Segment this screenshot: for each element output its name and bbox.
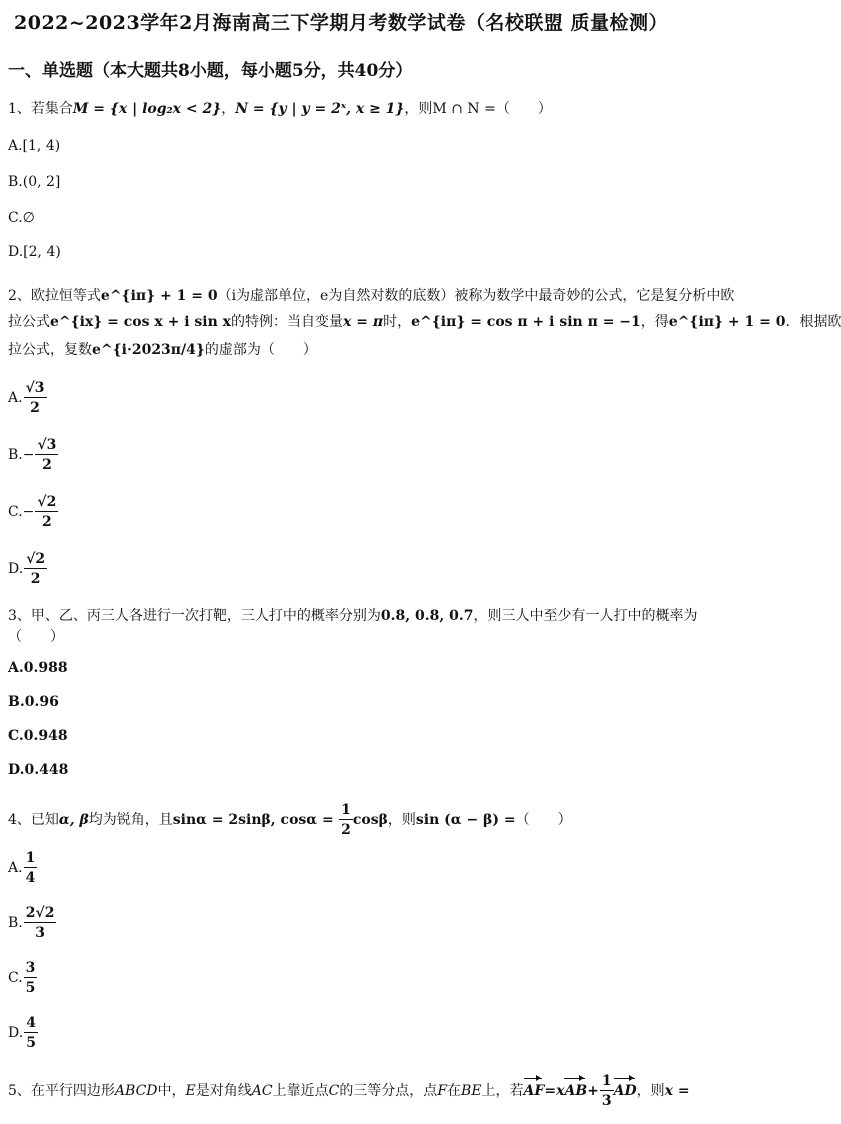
option-label: C.− [8,504,35,520]
q5-text: 的三等分点，点 [339,1083,438,1099]
q4-text: 均为锐角，且 [88,812,173,828]
q3-option-c: C.0.948 [8,728,68,744]
q5-var: BE [461,1083,482,1099]
option-label: D. [8,1025,24,1041]
q4-option-a [8,851,37,885]
q2-option-c [8,495,58,529]
q1-option-a: A.[1, 4) [8,138,61,154]
q1-set-m: M = {x | log₂x < 2} [72,101,222,117]
option-denominator: 5 [26,1035,36,1051]
question-3-line-1 [8,606,697,626]
question-1-stem [8,99,552,119]
q5-formula: + [587,1083,599,1099]
vector-ad: AD [613,1083,637,1099]
q5-var: AC [251,1083,273,1099]
q2-formula: e^{iπ} = cos π + i sin π = −1 [411,314,641,330]
option-numerator: 3 [25,960,36,976]
option-numerator: √3 [25,380,45,396]
q4-text: 4、已知 [8,812,59,828]
q4-option-c [8,961,37,995]
q5-formula: x = [664,1083,690,1099]
q2-formula: e^{i·2023π/4} [92,342,205,358]
option-label: A. [8,860,23,876]
q2-formula: e^{iπ} + 1 = 0 [668,314,786,330]
option-denominator: 3 [35,925,45,941]
q4-text: （ ） [515,812,572,828]
fraction-denominator: 2 [341,822,351,838]
vector-af: AF [523,1083,545,1099]
q4-option-d [8,1016,38,1050]
option-label: A. [8,390,23,406]
option-label: B. [8,915,23,931]
question-2-line-1 [8,286,734,306]
option-label: C. [8,970,23,986]
q3-option-d: D.0.448 [8,762,69,778]
q4-option-b [8,906,56,940]
section-heading: 一、单选题（本大题共8小题，每小题5分，共40分） [8,61,413,81]
q3-text: 3、甲、乙、丙三人各进行一次打靶，三人打中的概率分别为 [8,608,381,624]
option-numerator: 2√2 [25,905,55,921]
q2-text: ，得 [640,314,669,330]
q1-prefix: 1、若集合 [8,101,73,117]
q5-text: 上靠近点 [272,1083,329,1099]
fraction-denominator: 3 [601,1093,612,1109]
q2-option-b [8,438,58,472]
q2-formula: e^{ix} = cos x + i sin x [50,314,232,330]
q5-text: 在 [447,1083,462,1099]
q5-formula: x [556,1083,565,1099]
q1-sep: ， [221,101,236,117]
q2-text: ．根据欧 [785,314,841,330]
q2-text: 拉公式，复数 [8,342,92,358]
q3-text: ，则三人中至少有一人打中的概率为 [473,608,698,624]
q5-var: F [437,1083,448,1099]
q1-option-b: B.(0, 2] [8,174,61,190]
fraction-numerator: 1 [601,1073,612,1089]
q3-option-a: A.0.988 [8,660,68,676]
q1-set-n: N = {y | y = 2ˣ, x ≥ 1} [235,101,405,117]
q4-formula: sin (α − β) = [415,812,516,828]
q2-option-d [8,552,47,586]
q2-formula: e^{iπ} + 1 = 0 [100,288,218,304]
option-numerator: 4 [26,1015,36,1031]
option-numerator: √2 [26,551,46,567]
option-label: B.− [8,447,35,463]
vector-ab: AB [564,1083,588,1099]
option-denominator: 2 [30,571,41,587]
q4-formula: sinα = 2sinβ, cosα = [172,812,334,828]
option-denominator: 2 [30,400,40,416]
q4-text: ，则 [387,812,416,828]
question-2-line-2 [8,312,841,332]
option-numerator: √3 [37,437,57,453]
q2-text: 2、欧拉恒等式 [8,288,101,304]
option-numerator: 1 [25,850,36,866]
q5-text: 5、在平行四边形 [8,1083,115,1099]
q2-formula: x = π [343,314,384,330]
q2-text: 的特例：当自变量 [231,314,344,330]
q5-text: 上，若 [481,1083,524,1099]
q5-var: ABCD [114,1083,158,1099]
question-2-line-3 [8,340,317,360]
option-numerator: √2 [37,494,57,510]
q2-text: （i为虚部单位，e为自然对数的底数）被称为数学中最奇妙的公式，它是复分析中欧 [217,288,735,304]
q2-text: 的虚部为（ ） [204,342,317,358]
q5-text: 中， [157,1083,186,1099]
question-3-line-2: （ ） [8,629,64,645]
q5-formula: = [544,1083,557,1099]
option-denominator: 2 [42,514,52,530]
q1-option-d: D.[2, 4) [8,244,61,260]
q1-ask: ，则M ∩ N =（ ） [404,101,552,117]
option-denominator: 4 [25,870,36,886]
q1-option-c: C.∅ [8,210,35,226]
q2-text: 时， [383,314,412,330]
q3-option-b: B.0.96 [8,694,59,710]
q4-formula: cosβ [352,812,388,828]
option-denominator: 5 [25,980,36,996]
q4-formula: α, β [58,812,89,828]
option-denominator: 2 [42,457,52,473]
q2-option-a [8,381,47,415]
question-4-stem [8,803,572,837]
q2-text: 拉公式 [8,314,50,330]
option-label: D. [8,561,24,577]
paper-title: 2022~2023学年2月海南高三下学期月考数学试卷（名校联盟 质量检测） [14,12,669,34]
q5-var: E [185,1083,196,1099]
q3-formula: 0.8, 0.8, 0.7 [380,608,474,624]
question-5-stem [8,1074,690,1108]
q5-var: C [328,1083,340,1099]
fraction-numerator: 1 [341,802,351,818]
q5-text: 是对角线 [195,1083,252,1099]
q5-text: ，则 [636,1083,665,1099]
